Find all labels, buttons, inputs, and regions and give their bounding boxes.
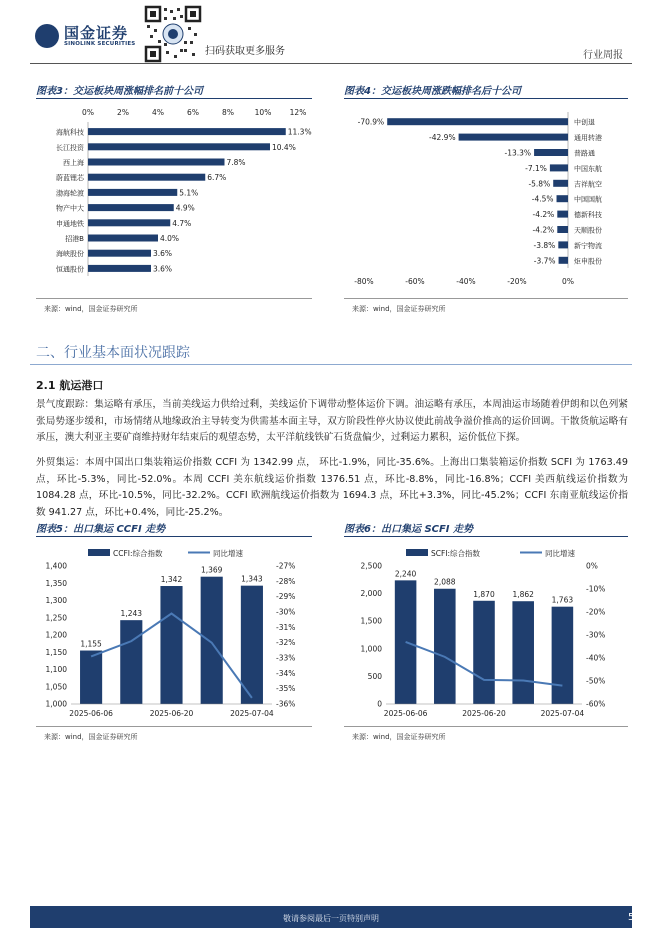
data-label: 1,870 [473, 589, 495, 599]
y-tick-label: 1,500 [360, 616, 382, 626]
y-tick-label: 500 [367, 671, 382, 681]
data-label: 6.7% [207, 173, 227, 183]
data-label: 2,240 [394, 569, 417, 579]
figure6-chart [344, 540, 628, 722]
data-label: -42.9% [429, 133, 456, 143]
section-divider [30, 364, 632, 365]
logo-subtext: SINOLINK SECURITIES [64, 41, 136, 47]
category-label: 通用转港 [574, 134, 602, 143]
category-label: 恒通股份 [56, 265, 84, 274]
data-label: -3.8% [533, 240, 556, 250]
x-tick-label: 10% [254, 108, 272, 117]
x-tick-label: 6% [187, 108, 199, 117]
category-label: 物产中大 [56, 204, 84, 213]
bar [88, 204, 174, 211]
section-title: 二、行业基本面状况跟踪 [36, 345, 190, 361]
bar [473, 601, 495, 704]
y2-tick-label: -30% [276, 607, 296, 617]
legend-bar-label: CCFI:综合指数 [113, 549, 163, 558]
bar [553, 180, 568, 187]
data-label: 1,342 [160, 575, 183, 585]
bar [387, 118, 568, 125]
data-label: -7.1% [525, 163, 547, 173]
x-tick-label: -20% [507, 277, 527, 286]
data-label: 1,243 [120, 609, 143, 619]
data-label: 4.0% [160, 234, 180, 243]
footer-disclaimer-note: 敬请参阅最后一页特别声明 [283, 914, 379, 923]
data-label: -5.8% [528, 179, 551, 189]
y-tick-label: 2,500 [360, 561, 382, 571]
bar [88, 174, 205, 181]
category-label: 渤海轮渡 [56, 189, 84, 198]
bar [534, 149, 568, 156]
x-tick-label: 2025-06-20 [149, 709, 194, 718]
data-label: 1,862 [512, 590, 534, 600]
bar [201, 577, 223, 704]
x-tick-label: 2% [117, 108, 129, 117]
bar [80, 651, 102, 704]
x-tick-label: -80% [354, 277, 374, 286]
figure4-title-rule [344, 98, 628, 99]
x-tick-label: 2025-07-04 [230, 709, 274, 718]
paragraph-container-freight: 外贸集运：本周中国出口集装箱运价指数 CCFI 为 1342.99 点， 环比-1.9%，同比-35.6%。上海出口集装箱运价指数 SCFI 为 1763.49 点，环比-5.3%，同比-52.0%。本周 CCFI 美东航线运价指数 1376.51 点，环比-8.8%，同比-16.8%；CCFI 美西航线运价指数为 1084.28 点，环比-10.5%，同比-32.2%。CCFI 欧洲航线运价指数为 1694.3 点，环比+3.3%，同比-45.2%；CCFI 东南亚航线运价指数 941.27 点，环比+0.4%，同比-25.2%。 [36, 457, 628, 518]
x-tick-label: 12% [289, 108, 307, 117]
y-tick-label: 0 [377, 699, 382, 709]
figure3-chart [36, 102, 312, 277]
category-label: 海峡股份 [56, 250, 84, 259]
y2-tick-label: -35% [276, 684, 296, 694]
category-label: 蔚蓝锂芯 [56, 174, 84, 183]
bar [559, 257, 568, 264]
legend-line-label: 同比增速 [213, 549, 243, 558]
figure6-source-rule [344, 726, 628, 727]
bar [557, 226, 568, 233]
figure5-title: 图表5：出口集运 CCFI 走势 [36, 524, 166, 535]
qr-code-icon [144, 5, 202, 63]
report-type: 行业周报 [583, 50, 623, 61]
data-label: 2,088 [434, 577, 456, 587]
subsection-title: 2.1 航运港口 [36, 379, 104, 392]
y-tick-label: 1,050 [45, 682, 67, 692]
category-label: 普路通 [574, 149, 595, 158]
data-label: 1,369 [200, 565, 223, 575]
y-tick-label: 1,100 [45, 665, 67, 674]
figure3-title-rule [36, 98, 312, 99]
bar [550, 164, 568, 171]
data-label: -70.9% [357, 117, 385, 127]
figure4-source: 来源：wind，国金证券研究所 [352, 305, 446, 313]
legend-bar-label: SCFI:综合指数 [431, 549, 481, 558]
x-tick-label: 0% [82, 108, 94, 117]
bar [557, 211, 568, 218]
x-tick-label: 8% [222, 108, 234, 117]
y2-tick-label: -31% [276, 622, 296, 632]
y-tick-label: 1,200 [45, 630, 67, 640]
bar [88, 219, 170, 226]
data-label: 4.9% [175, 203, 195, 213]
figure4-chart [344, 102, 628, 286]
legend-bar-swatch [88, 549, 110, 556]
data-label: 1,155 [80, 639, 102, 649]
y2-tick-label: -40% [586, 653, 606, 663]
category-label: 海航科技 [56, 128, 84, 137]
x-tick-label: 0% [562, 277, 574, 286]
figure3-source-rule [36, 298, 312, 299]
figure5-source-rule [36, 726, 312, 727]
figure5-chart [36, 540, 312, 722]
legend-bar-swatch [406, 549, 428, 556]
y2-tick-label: -27% [276, 561, 296, 571]
data-label: 1,343 [241, 574, 263, 584]
qr-caption: 扫码获取更多服务 [205, 46, 285, 57]
data-label: 10.4% [272, 142, 296, 152]
data-label: 11.3% [287, 127, 312, 137]
figure5-title-rule [36, 536, 312, 537]
bar [160, 586, 182, 704]
data-label: 5.1% [179, 188, 199, 198]
y-tick-label: 1,400 [45, 561, 67, 571]
figure5-source: 来源：wind，国金证券研究所 [44, 733, 138, 741]
data-label: 3.6% [153, 249, 173, 259]
y2-tick-label: -29% [276, 592, 296, 602]
y2-tick-label: -32% [276, 638, 296, 648]
data-label: -4.2% [532, 225, 555, 235]
data-label: -4.2% [532, 210, 555, 220]
data-label: 3.6% [153, 264, 173, 274]
category-label: 长江投资 [56, 143, 84, 152]
bar [88, 265, 151, 272]
bar [512, 601, 534, 704]
figure6-title: 图表6：出口集运 SCFI 走势 [344, 524, 474, 535]
y2-tick-label: 0% [586, 561, 598, 571]
bar [557, 195, 568, 202]
data-label: 1,763 [551, 595, 574, 605]
y2-tick-label: -60% [586, 699, 606, 709]
bar [88, 235, 158, 242]
logo-icon [35, 24, 59, 48]
legend-line-label: 同比增速 [545, 549, 575, 558]
y2-tick-label: -20% [586, 607, 606, 617]
y2-tick-label: -30% [586, 630, 606, 640]
category-label: 天顺股份 [574, 226, 602, 235]
bar [120, 620, 142, 704]
x-tick-label: -40% [456, 277, 476, 286]
x-tick-label: -60% [405, 277, 425, 286]
category-label: 新宁物流 [574, 241, 602, 250]
logo-text: 国金证券 [64, 24, 129, 42]
y2-tick-label: -50% [586, 676, 606, 686]
y2-tick-label: -28% [276, 576, 296, 586]
figure4-title: 图表4：交运板块周涨跌幅排名后十公司 [344, 86, 521, 97]
figure3-source: 来源：wind，国金证券研究所 [44, 305, 138, 313]
category-label: 炬申股份 [574, 257, 602, 266]
bar [459, 134, 568, 141]
bar [88, 143, 270, 150]
y2-tick-label: -36% [276, 699, 296, 709]
bar [88, 128, 286, 135]
header-divider [30, 63, 632, 64]
y-tick-label: 1,000 [360, 644, 382, 654]
paragraph-outlook: 景气度跟踪：集运略有承压，当前美线运力供给过剩，美线运价下调带动整体运价下调。油运略有承压，本周油运市场随着伊朗和以色列紧张局势逐步缓和，市场情绪从地缘政治主导转变为供需基本面主导，双方阶段性停火协议使此前战争溢价推高的运价回调。干散货航运略有承压，澳大利亚主要矿商维持财年结束后的观望态势，太平洋航线铁矿石货盘偏少，过剩运力累积，运价低位下探。 [36, 399, 628, 443]
figure4-source-rule [344, 298, 628, 299]
category-label: 中国东航 [574, 164, 602, 173]
y2-tick-label: -10% [586, 584, 606, 594]
category-label: 西上海 [63, 159, 84, 167]
x-tick-label: 2025-07-04 [540, 709, 585, 718]
y-tick-label: 1,150 [45, 647, 67, 657]
data-label: -13.3% [504, 148, 532, 158]
y-tick-label: 1,350 [45, 578, 67, 588]
data-label: -4.5% [531, 194, 554, 204]
data-label: 4.7% [172, 218, 192, 228]
y-tick-label: 1,000 [45, 699, 67, 709]
bar [552, 607, 574, 704]
category-label: 中国国航 [574, 195, 602, 204]
y2-tick-label: -34% [276, 668, 296, 678]
y-tick-label: 2,000 [360, 589, 382, 599]
category-label: 中创退 [574, 118, 595, 127]
y2-tick-label: -33% [276, 653, 296, 663]
x-tick-label: 2025-06-06 [69, 709, 113, 718]
category-label: 德新科技 [574, 211, 602, 220]
y-tick-label: 1,250 [45, 613, 67, 623]
data-label: -3.7% [533, 256, 556, 266]
category-label: 吉祥航空 [574, 180, 602, 189]
data-label: 7.8% [226, 158, 246, 167]
category-label: 招港B [65, 235, 84, 243]
bar [88, 159, 225, 166]
category-label: 申通地铁 [56, 219, 84, 228]
bar [558, 241, 568, 248]
x-tick-label: 2025-06-06 [383, 709, 428, 718]
bar [88, 189, 177, 196]
y-tick-label: 1,300 [45, 596, 67, 605]
figure6-source: 来源：wind，国金证券研究所 [352, 733, 446, 741]
page-number: 5 [628, 912, 635, 923]
figure3-title: 图表3：交运板块周涨幅排名前十公司 [36, 86, 203, 97]
bar [434, 589, 456, 704]
x-tick-label: 2025-06-20 [462, 709, 506, 718]
x-tick-label: 4% [152, 108, 164, 117]
figure6-title-rule [344, 536, 628, 537]
bar [88, 250, 151, 257]
